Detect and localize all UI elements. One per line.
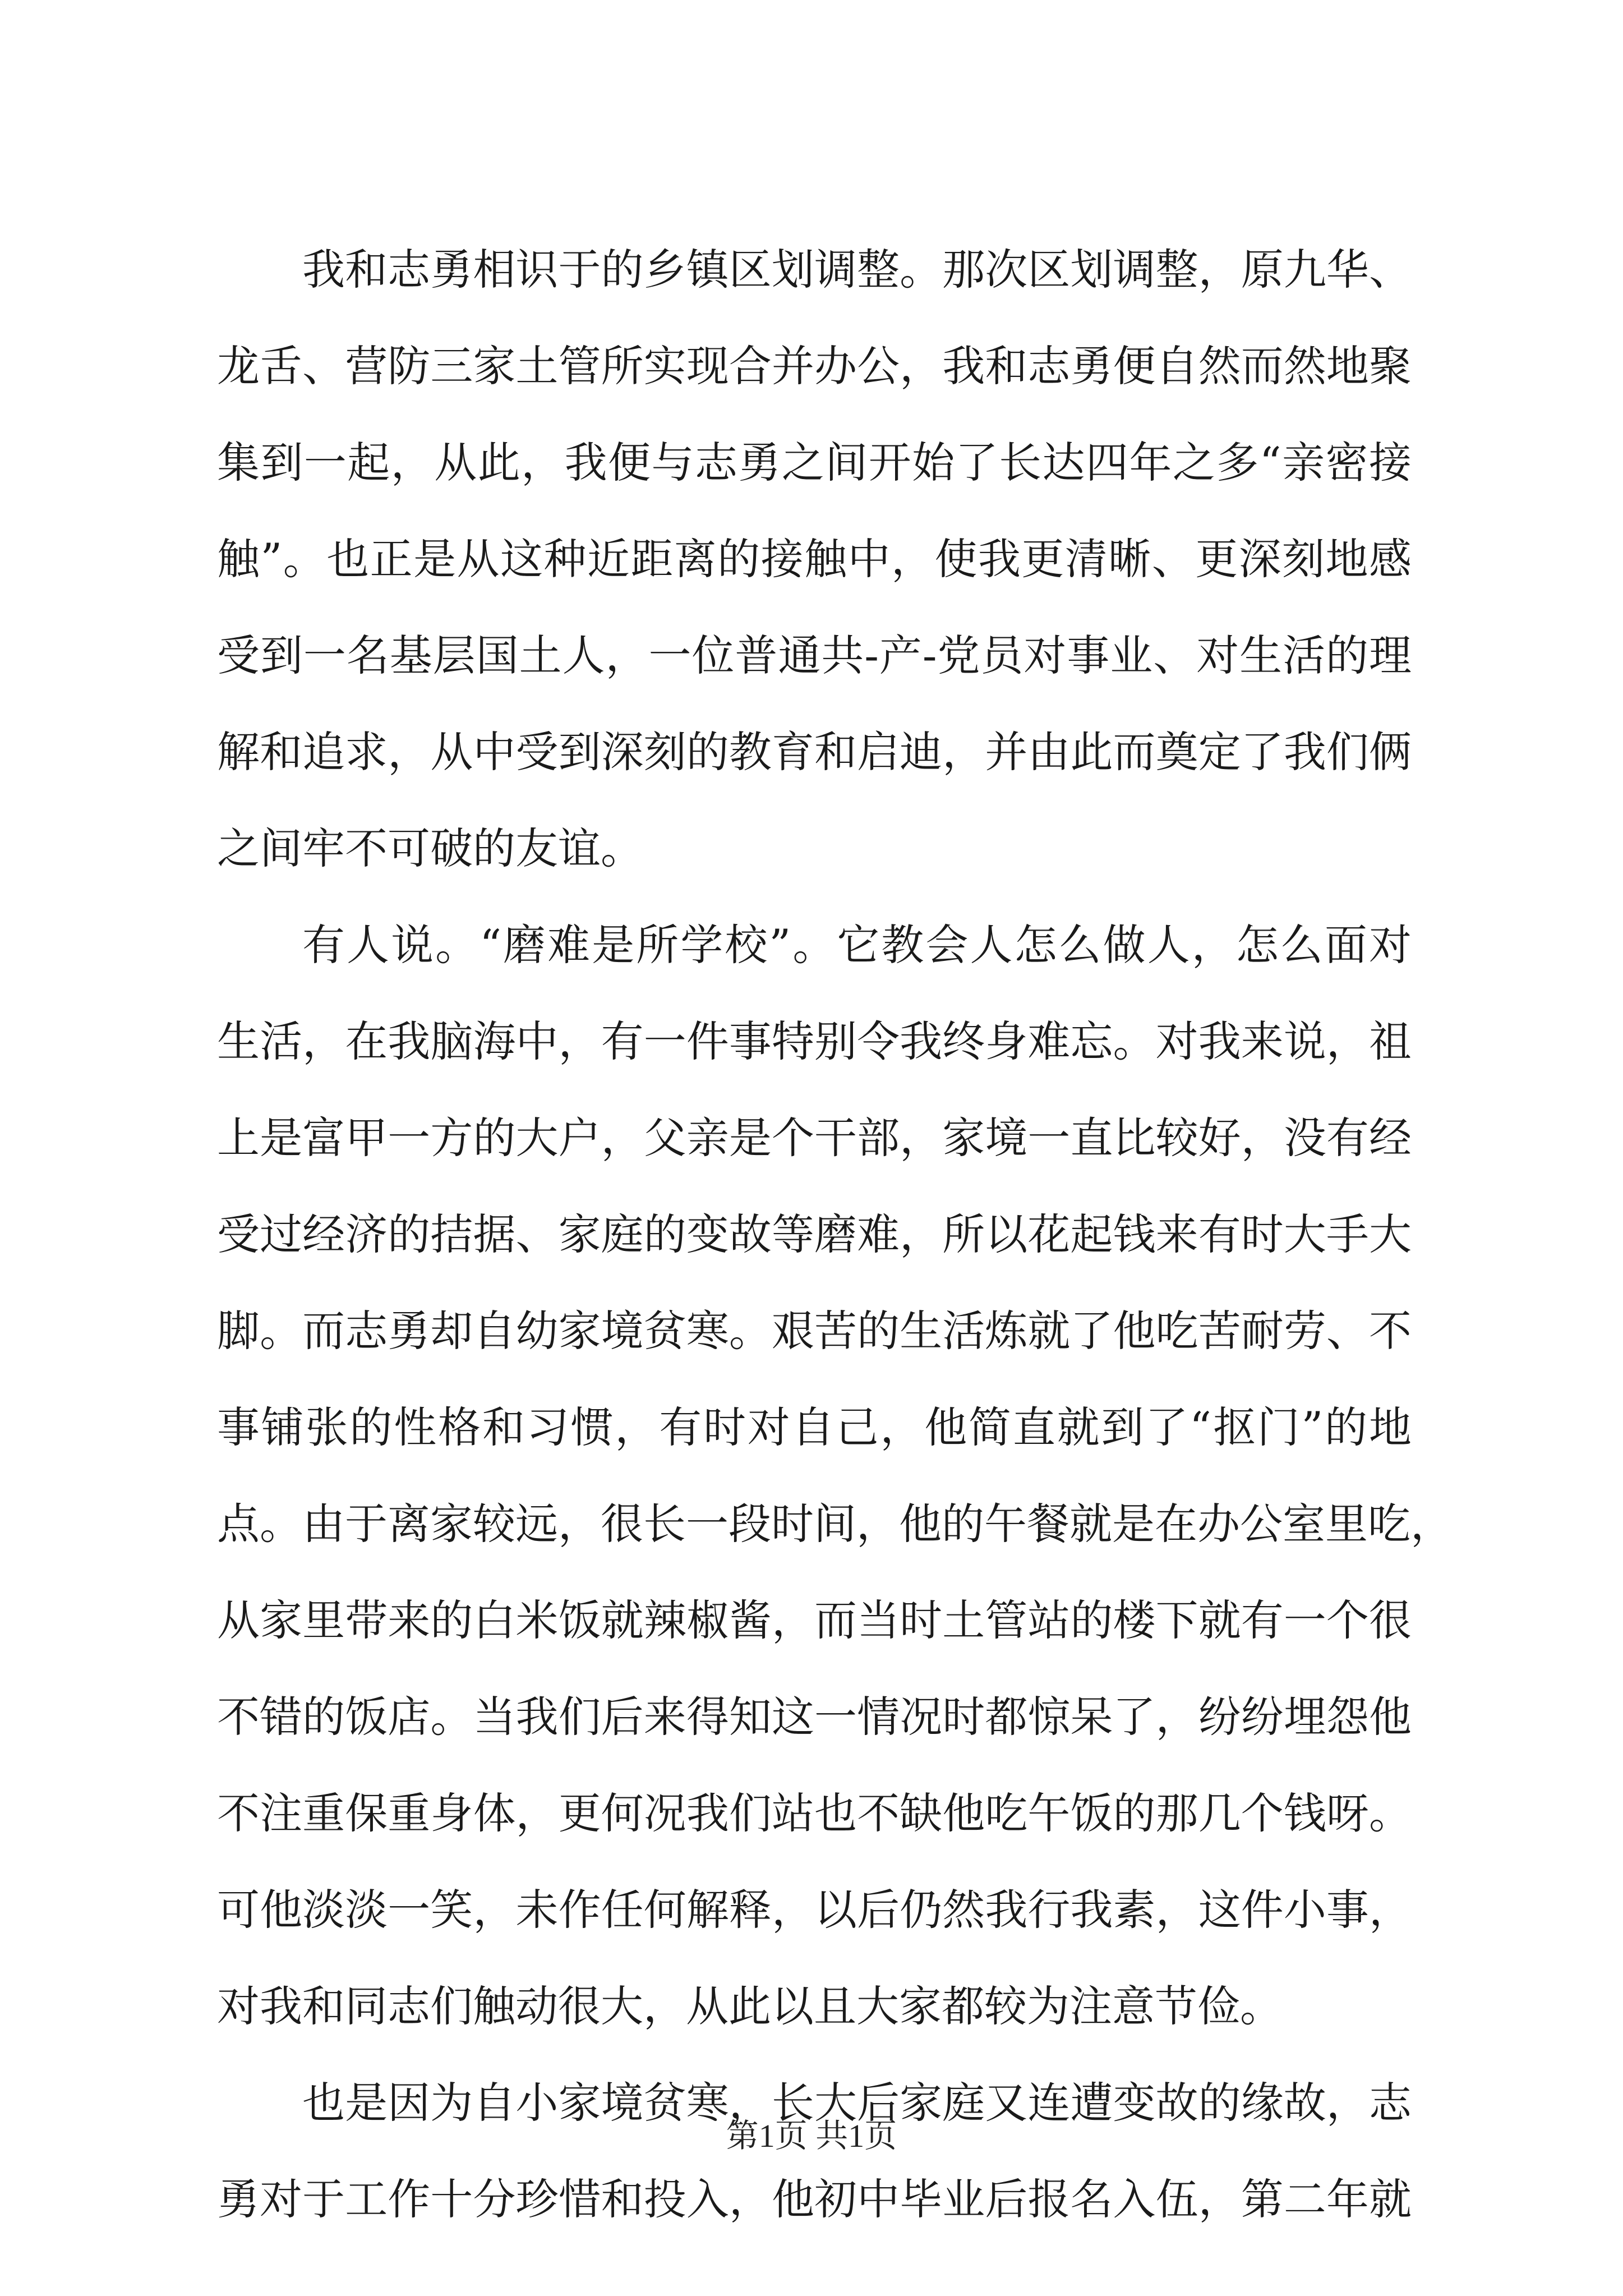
text-line: 脚。而志勇却自幼家境贫寒。艰苦的生活炼就了他吃苦耐劳、不: [217, 1306, 1412, 1356]
text-line: 之间牢不可破的友谊。: [217, 823, 643, 873]
text-line: 不注重保重身体，更何况我们站也不缺他吃午饭的那几个钱呀。: [217, 1788, 1412, 1838]
text-line: 点。由于离家较远，很长一段时间，他的午餐就是在办公室里吃，: [217, 1499, 1453, 1549]
text-line: 生活，在我脑海中，有一件事特别令我终身难忘。对我来说，祖: [217, 1016, 1412, 1066]
text-line: 解和追求，从中受到深刻的教育和启迪，并由此而奠定了我们俩: [217, 727, 1412, 777]
page-suffix: 页: [774, 2118, 808, 2154]
document-body: [217, 222, 1453, 2248]
page-number: 1: [758, 2118, 775, 2154]
paragraph-2: [217, 897, 1453, 2055]
page-prefix: 第: [726, 2118, 759, 2154]
text-line: 龙舌、营防三家土管所实现合并办公，我和志勇便自然而然地聚: [217, 341, 1412, 391]
text-line: 受过经济的拮据、家庭的变故等磨难，所以花起钱来有时大手大: [217, 1209, 1412, 1259]
text-line: 有人说。“磨难是所学校”。它教会人怎么做人，怎么面对: [302, 920, 1412, 970]
total-prefix: 共: [815, 2118, 849, 2154]
text-line: 可他淡淡一笑，未作任何解释，以后仍然我行我素，这件小事，: [217, 1885, 1412, 1935]
total-suffix: 页: [864, 2118, 897, 2154]
text-line: 也是因为自小家境贫寒，长大后家庭又连遭变故的缘故，志: [302, 2078, 1412, 2128]
total-pages: 1: [848, 2118, 865, 2154]
text-line: 对我和同志们触动很大，从此以且大家都较为注意节俭。: [217, 1981, 1283, 2031]
paragraph-1: [217, 222, 1412, 897]
text-line: 我和志勇相识于的乡镇区划调整。那次区划调整，原九华、: [302, 245, 1412, 295]
text-line: 集到一起，从此，我便与志勇之间开始了长达四年之多“亲密接: [217, 438, 1412, 487]
page-footer: [0, 2109, 1623, 2156]
text-line: 从家里带来的白米饭就辣椒酱，而当时土管站的楼下就有一个很: [217, 1595, 1412, 1645]
text-line: 上是富甲一方的大户，父亲是个干部，家境一直比较好，没有经: [217, 1113, 1412, 1163]
text-line: 受到一名基层国土人，一位普通共-产-党员对事业、对生活的理: [217, 631, 1412, 680]
text-line: 触”。也正是从这种近距离的接触中，使我更清晰、更深刻地感: [217, 534, 1412, 584]
text-line: 勇对于工作十分珍惜和投入，他初中毕业后报名入伍，第二年就: [217, 2174, 1412, 2224]
text-line: 不错的饭店。当我们后来得知这一情况时都惊呆了，纷纷埋怨他: [217, 1692, 1412, 1742]
text-line: 事铺张的性格和习惯，有时对自己，他简直就到了“抠门”的地: [217, 1402, 1412, 1452]
